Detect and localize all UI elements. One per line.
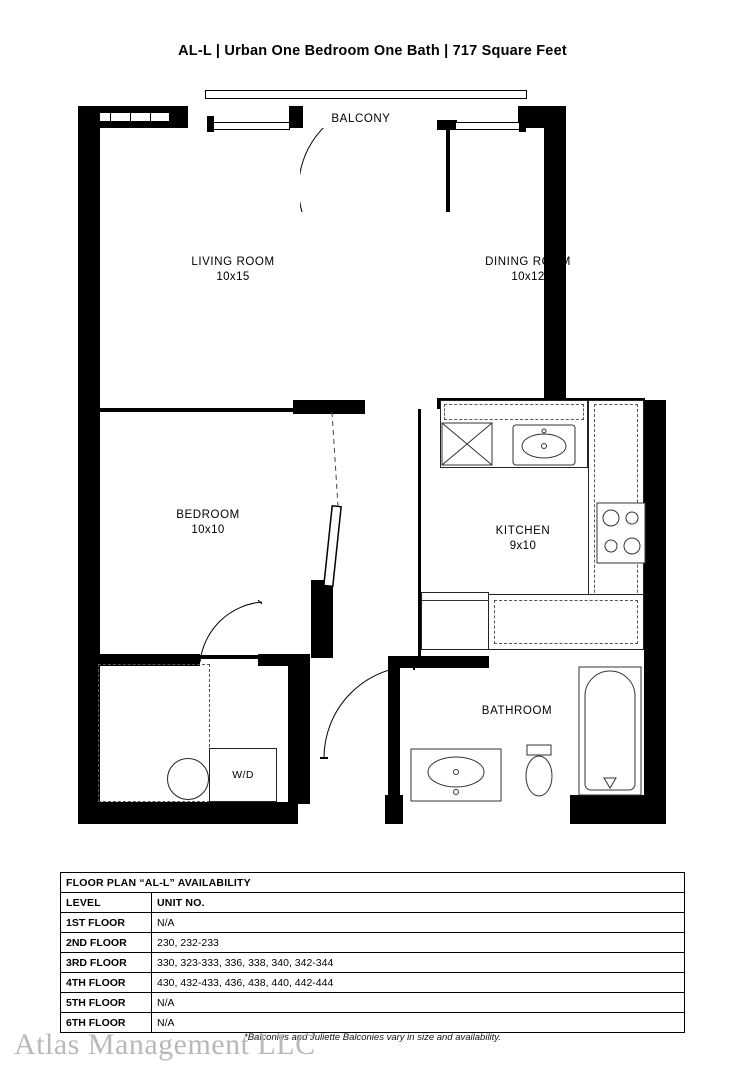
bathtub-icon (578, 666, 642, 796)
row-level-4: 4TH FLOOR (61, 973, 152, 993)
window-mullion-2 (130, 112, 131, 122)
kitchen-counter-lower-dash (494, 600, 638, 644)
exterior-wall-bottom (78, 802, 298, 824)
row-level-1: 1ST FLOOR (61, 913, 152, 933)
row-units-3: 330, 323-333, 336, 338, 340, 342-344 (152, 953, 685, 973)
row-level-3: 3RD FLOOR (61, 953, 152, 973)
exterior-wall-left-lower (78, 404, 100, 824)
refrigerator-door-line (421, 600, 489, 601)
plan-description: Urban One Bedroom One Bath (224, 43, 440, 59)
label-living-room (147, 255, 319, 285)
balcony-slider-right (455, 122, 521, 130)
label-washer-dryer (209, 769, 277, 781)
living-room-name: LIVING ROOM (191, 256, 275, 268)
label-kitchen (440, 524, 606, 554)
kitchen-name: KITCHEN (495, 525, 551, 537)
bedroom-name: BEDROOM (176, 509, 240, 521)
balcony-rail (205, 90, 527, 99)
label-balcony (278, 112, 444, 127)
label-bathroom (434, 704, 600, 719)
kitchen-dishwasher-icon (441, 422, 493, 466)
dining-room-name: DINING ROOM (485, 256, 571, 268)
interior-wall-bedroom-right (311, 580, 333, 658)
plan-area: 717 Square Feet (452, 43, 567, 59)
water-heater-icon (167, 758, 209, 800)
kitchen-dimensions: 9x10 (509, 540, 537, 552)
row-units-6: N/A (152, 1013, 685, 1033)
column-header-level: LEVEL (61, 893, 152, 913)
title-divider-2: | (444, 43, 449, 59)
bedroom-dimensions: 10x10 (191, 524, 225, 536)
bathroom-name: BATHROOM (481, 705, 553, 717)
window-top-left (92, 112, 170, 122)
row-level-5: 5TH FLOOR (61, 993, 152, 1013)
table-row (61, 933, 685, 953)
window-mullion-3 (150, 112, 151, 122)
table-row (61, 913, 685, 933)
interior-wall-living-bedroom (92, 408, 297, 412)
availability-table (60, 872, 685, 1033)
bathroom-door-swing (318, 662, 418, 766)
living-room-dimensions: 10x15 (216, 271, 250, 283)
dining-room-dimensions: 10x12 (511, 271, 545, 283)
washer-dryer-name: W/D (232, 769, 254, 781)
row-units-2: 230, 232-233 (152, 933, 685, 953)
label-dining-room (442, 255, 614, 285)
kitchen-sink-icon (512, 424, 576, 466)
column-header-unit-no: UNIT NO. (152, 893, 685, 913)
balcony-door-swing (300, 128, 452, 216)
slider-jamb-left (207, 116, 214, 132)
row-units-1: N/A (152, 913, 685, 933)
row-units-5: N/A (152, 993, 685, 1013)
exterior-wall-right-bath (644, 660, 666, 810)
table-row (61, 953, 685, 973)
slider-jamb-right (519, 116, 526, 132)
availability-caption: FLOOR PLAN “AL-L” AVAILABILITY (61, 873, 685, 893)
plan-code: AL-L (178, 43, 212, 59)
footnote: *Balconies and Juliette Balconies vary in size and availability. (244, 1032, 501, 1043)
kitchen-upper-cabinets (444, 404, 584, 420)
table-row (61, 993, 685, 1013)
exterior-wall-left (78, 106, 100, 411)
row-units-4: 430, 432-433, 436, 438, 440, 442-444 (152, 973, 685, 993)
table-row (61, 973, 685, 993)
label-bedroom (122, 508, 294, 538)
row-level-6: 6TH FLOOR (61, 1013, 152, 1033)
balcony-name: BALCONY (331, 113, 391, 125)
window-mullion-1 (110, 112, 111, 122)
row-level-2: 2ND FLOOR (61, 933, 152, 953)
table-header-row (61, 893, 685, 913)
toilet-icon (519, 744, 559, 802)
title-divider-1: | (215, 43, 221, 59)
exterior-wall-right-kitchen (644, 400, 666, 670)
table-caption-row (61, 873, 685, 893)
bedroom-door-swing (318, 410, 378, 590)
bathroom-vanity-icon (410, 748, 502, 802)
watermark: Atlas Management LLC (14, 1028, 316, 1061)
